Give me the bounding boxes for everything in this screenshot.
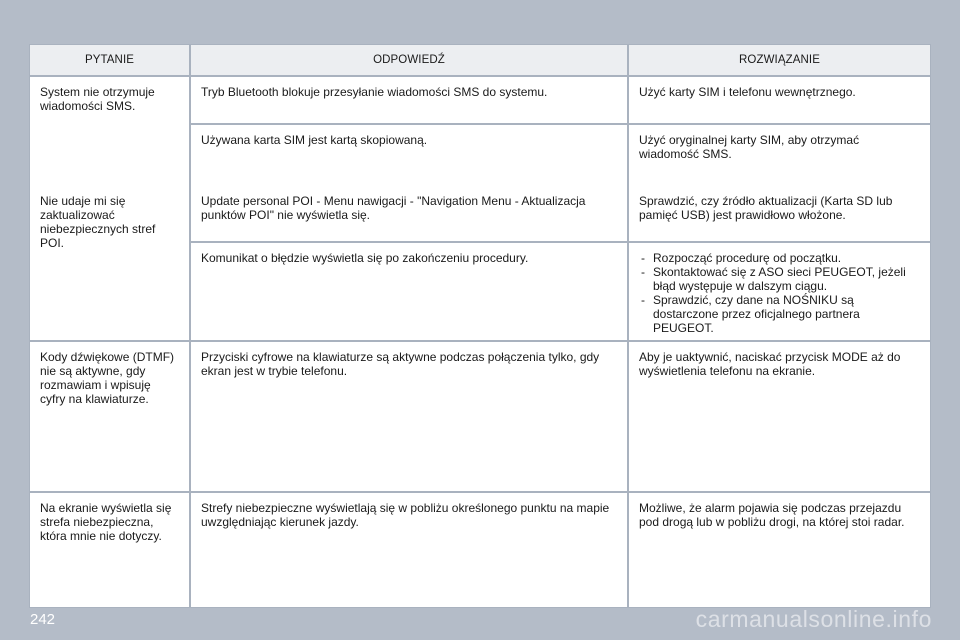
solution-step: - Sprawdzić, czy dane na NOŚNIKU są dostarczone przez oficjalnego partnera PEUGEOT.: [639, 293, 920, 335]
row1-answer-1: Tryb Bluetooth blokuje przesyłanie wiadomości SMS do systemu.: [191, 77, 627, 123]
header-question: PYTANIE: [30, 45, 189, 75]
watermark: carmanualsonline.info: [695, 606, 932, 632]
solution-step-list: [639, 251, 920, 335]
row2-solution-1: Sprawdzić, czy źródło aktualizacji (Karta SD lub pamięć USB) jest prawidłowo włożone.: [629, 186, 930, 241]
row2-solution-2: [629, 243, 930, 340]
page-number: 242: [30, 611, 56, 628]
row2-question: Nie udaje mi się zaktualizować niebezpiecznych stref POI.: [30, 186, 189, 340]
row4-answer: Strefy niebezpieczne wyświetlają się w pobliżu określonego punktu na mapie uwzględniając kierunek jazdy.: [191, 493, 627, 607]
header-solution: ROZWIĄZANIE: [629, 45, 930, 75]
row3-solution: Aby je uaktywnić, naciskać przycisk MODE aż do wyświetlenia telefonu na ekranie.: [629, 342, 930, 491]
troubleshooting-table: [29, 44, 931, 608]
row1-question: System nie otrzymuje wiadomości SMS.: [30, 77, 189, 216]
row2-answer-2: Komunikat o błędzie wyświetla się po zakończeniu procedury.: [191, 243, 627, 340]
row3-question: Kody dźwiękowe (DTMF) nie są aktywne, gdy rozmawiam i wpisuję cyfry na klawiaturze.: [30, 342, 189, 491]
row2-answer-1: Update personal POI - Menu nawigacji - "Navigation Menu - Aktualizacja punktów POI" nie wyświetla się.: [191, 186, 627, 241]
header-answer: ODPOWIEDŹ: [191, 45, 627, 75]
row3-answer: Przyciski cyfrowe na klawiaturze są aktywne podczas połączenia tylko, gdy ekran jest w trybie telefonu.: [191, 342, 627, 491]
row1-solution-1: Użyć karty SIM i telefonu wewnętrznego.: [629, 77, 930, 123]
row4-question: Na ekranie wyświetla się strefa niebezpieczna, która mnie nie dotyczy.: [30, 493, 189, 607]
row4-solution: Możliwe, że alarm pojawia się podczas przejazdu pod drogą lub w pobliżu drogi, na której stoi radar.: [629, 493, 930, 607]
row1-answer-2: Używana karta SIM jest kartą skopiowaną.: [191, 125, 627, 216]
solution-step: - Rozpocząć procedurę od początku.: [639, 251, 920, 265]
solution-step: - Skontaktować się z ASO sieci PEUGEOT, jeżeli błąd występuje w dalszym ciągu.: [639, 265, 920, 293]
row1-solution-2: Użyć oryginalnej karty SIM, aby otrzymać wiadomość SMS.: [629, 125, 930, 216]
